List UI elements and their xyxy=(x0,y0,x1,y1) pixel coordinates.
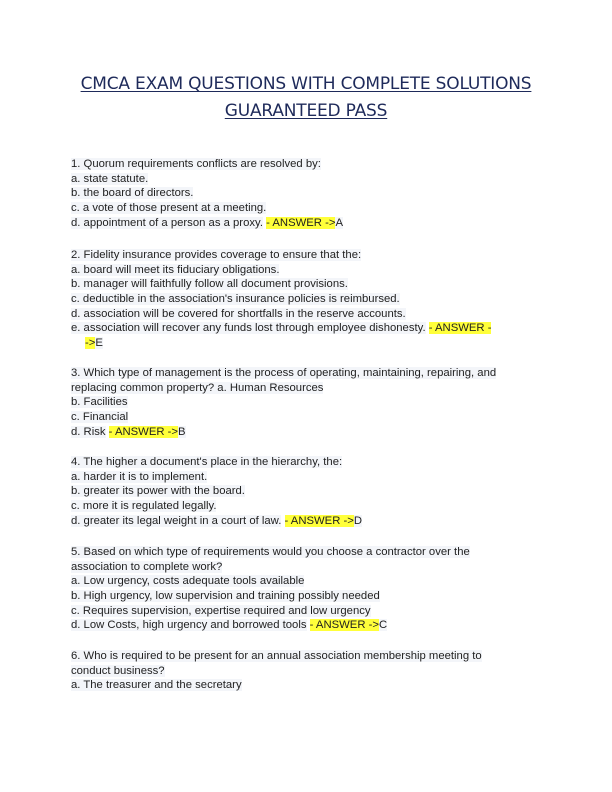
answer-option: c. a vote of those present at a meeting. xyxy=(71,202,267,215)
question-text: 4. The higher a document's place in the hierarchy, the: xyxy=(71,456,343,468)
question-text: 1. Quorum requirements conflicts are resolved by: xyxy=(71,158,321,170)
answer-option: c. Financial xyxy=(71,411,129,424)
answer-option: d. appointment of a person as a proxy. - ANSWER ->A xyxy=(71,216,343,229)
answer-marker-arrow: -> xyxy=(85,337,96,350)
answer-option: b. Facilities xyxy=(71,396,128,409)
question-1 xyxy=(71,157,541,230)
question-text: replacing common property? a. Human Resources xyxy=(71,381,324,394)
question-text: 6. Who is required to be present for an annual association membership meeting to xyxy=(71,650,482,662)
question-text: 3. Which type of management is the process of operating, maintaining, repairing, and xyxy=(71,367,497,379)
answer-option: b. High urgency, low supervision and training possibly needed xyxy=(71,590,380,603)
answer-marker: - ANSWER - xyxy=(428,322,492,335)
answer-option: a. The treasurer and the secretary xyxy=(71,679,242,692)
question-5 xyxy=(71,545,541,633)
document-title-line-2: GUARANTEED PASS xyxy=(224,101,388,121)
correct-answer: D xyxy=(353,514,363,527)
correct-answer: E xyxy=(95,337,103,350)
question-3 xyxy=(71,366,541,439)
answer-option: e. association will recover any funds lost through employee dishonesty. - ANSWER - xyxy=(71,322,492,335)
question-text: conduct business? xyxy=(71,664,165,677)
question-6 xyxy=(71,649,541,693)
answer-marker: - ANSWER -> xyxy=(309,619,379,632)
question-text: association to complete work? xyxy=(71,560,223,573)
answer-marker: - ANSWER -> xyxy=(108,425,179,438)
answer-option: a. board will meet its fiduciary obligations. xyxy=(71,263,280,276)
correct-answer: A xyxy=(335,216,343,229)
question-2 xyxy=(71,248,541,351)
answer-option: d. Low Costs, high urgency and borrowed tools - ANSWER ->C xyxy=(71,619,388,632)
answer-option: c. more it is regulated legally. xyxy=(71,500,217,513)
answer-marker: - ANSWER -> xyxy=(266,216,336,229)
answer-option: c. Requires supervision, expertise required and low urgency xyxy=(71,604,371,617)
answer-option: d. association will be covered for shortfalls in the reserve accounts. xyxy=(71,307,406,320)
correct-answer: C xyxy=(379,619,388,632)
answer-marker: - ANSWER -> xyxy=(284,514,354,527)
answer-option: a. state statute. xyxy=(71,172,149,185)
answer-option: a. harder it is to implement. xyxy=(71,470,208,483)
answer-option: d. Risk - ANSWER ->B xyxy=(71,425,186,438)
answer-option: c. deductible in the association's insurance policies is reimbursed. xyxy=(71,293,400,306)
question-text: 5. Based on which type of requirements would you choose a contractor over the xyxy=(71,546,470,558)
answer-marker-continuation xyxy=(71,336,541,351)
answer-option: b. greater its power with the board. xyxy=(71,485,245,498)
answer-option: b. manager will faithfully follow all document provisions. xyxy=(71,278,348,291)
correct-answer: B xyxy=(178,425,186,438)
question-4 xyxy=(71,455,541,528)
answer-option: d. greater its legal weight in a court of law. - ANSWER ->D xyxy=(71,514,363,527)
document-title-line-1: CMCA EXAM QUESTIONS WITH COMPLETE SOLUTIONS xyxy=(80,74,532,94)
answer-option: b. the board of directors. xyxy=(71,187,194,200)
question-text: 2. Fidelity insurance provides coverage to ensure that the: xyxy=(71,249,362,261)
answer-option: a. Low urgency, costs adequate tools available xyxy=(71,575,305,588)
